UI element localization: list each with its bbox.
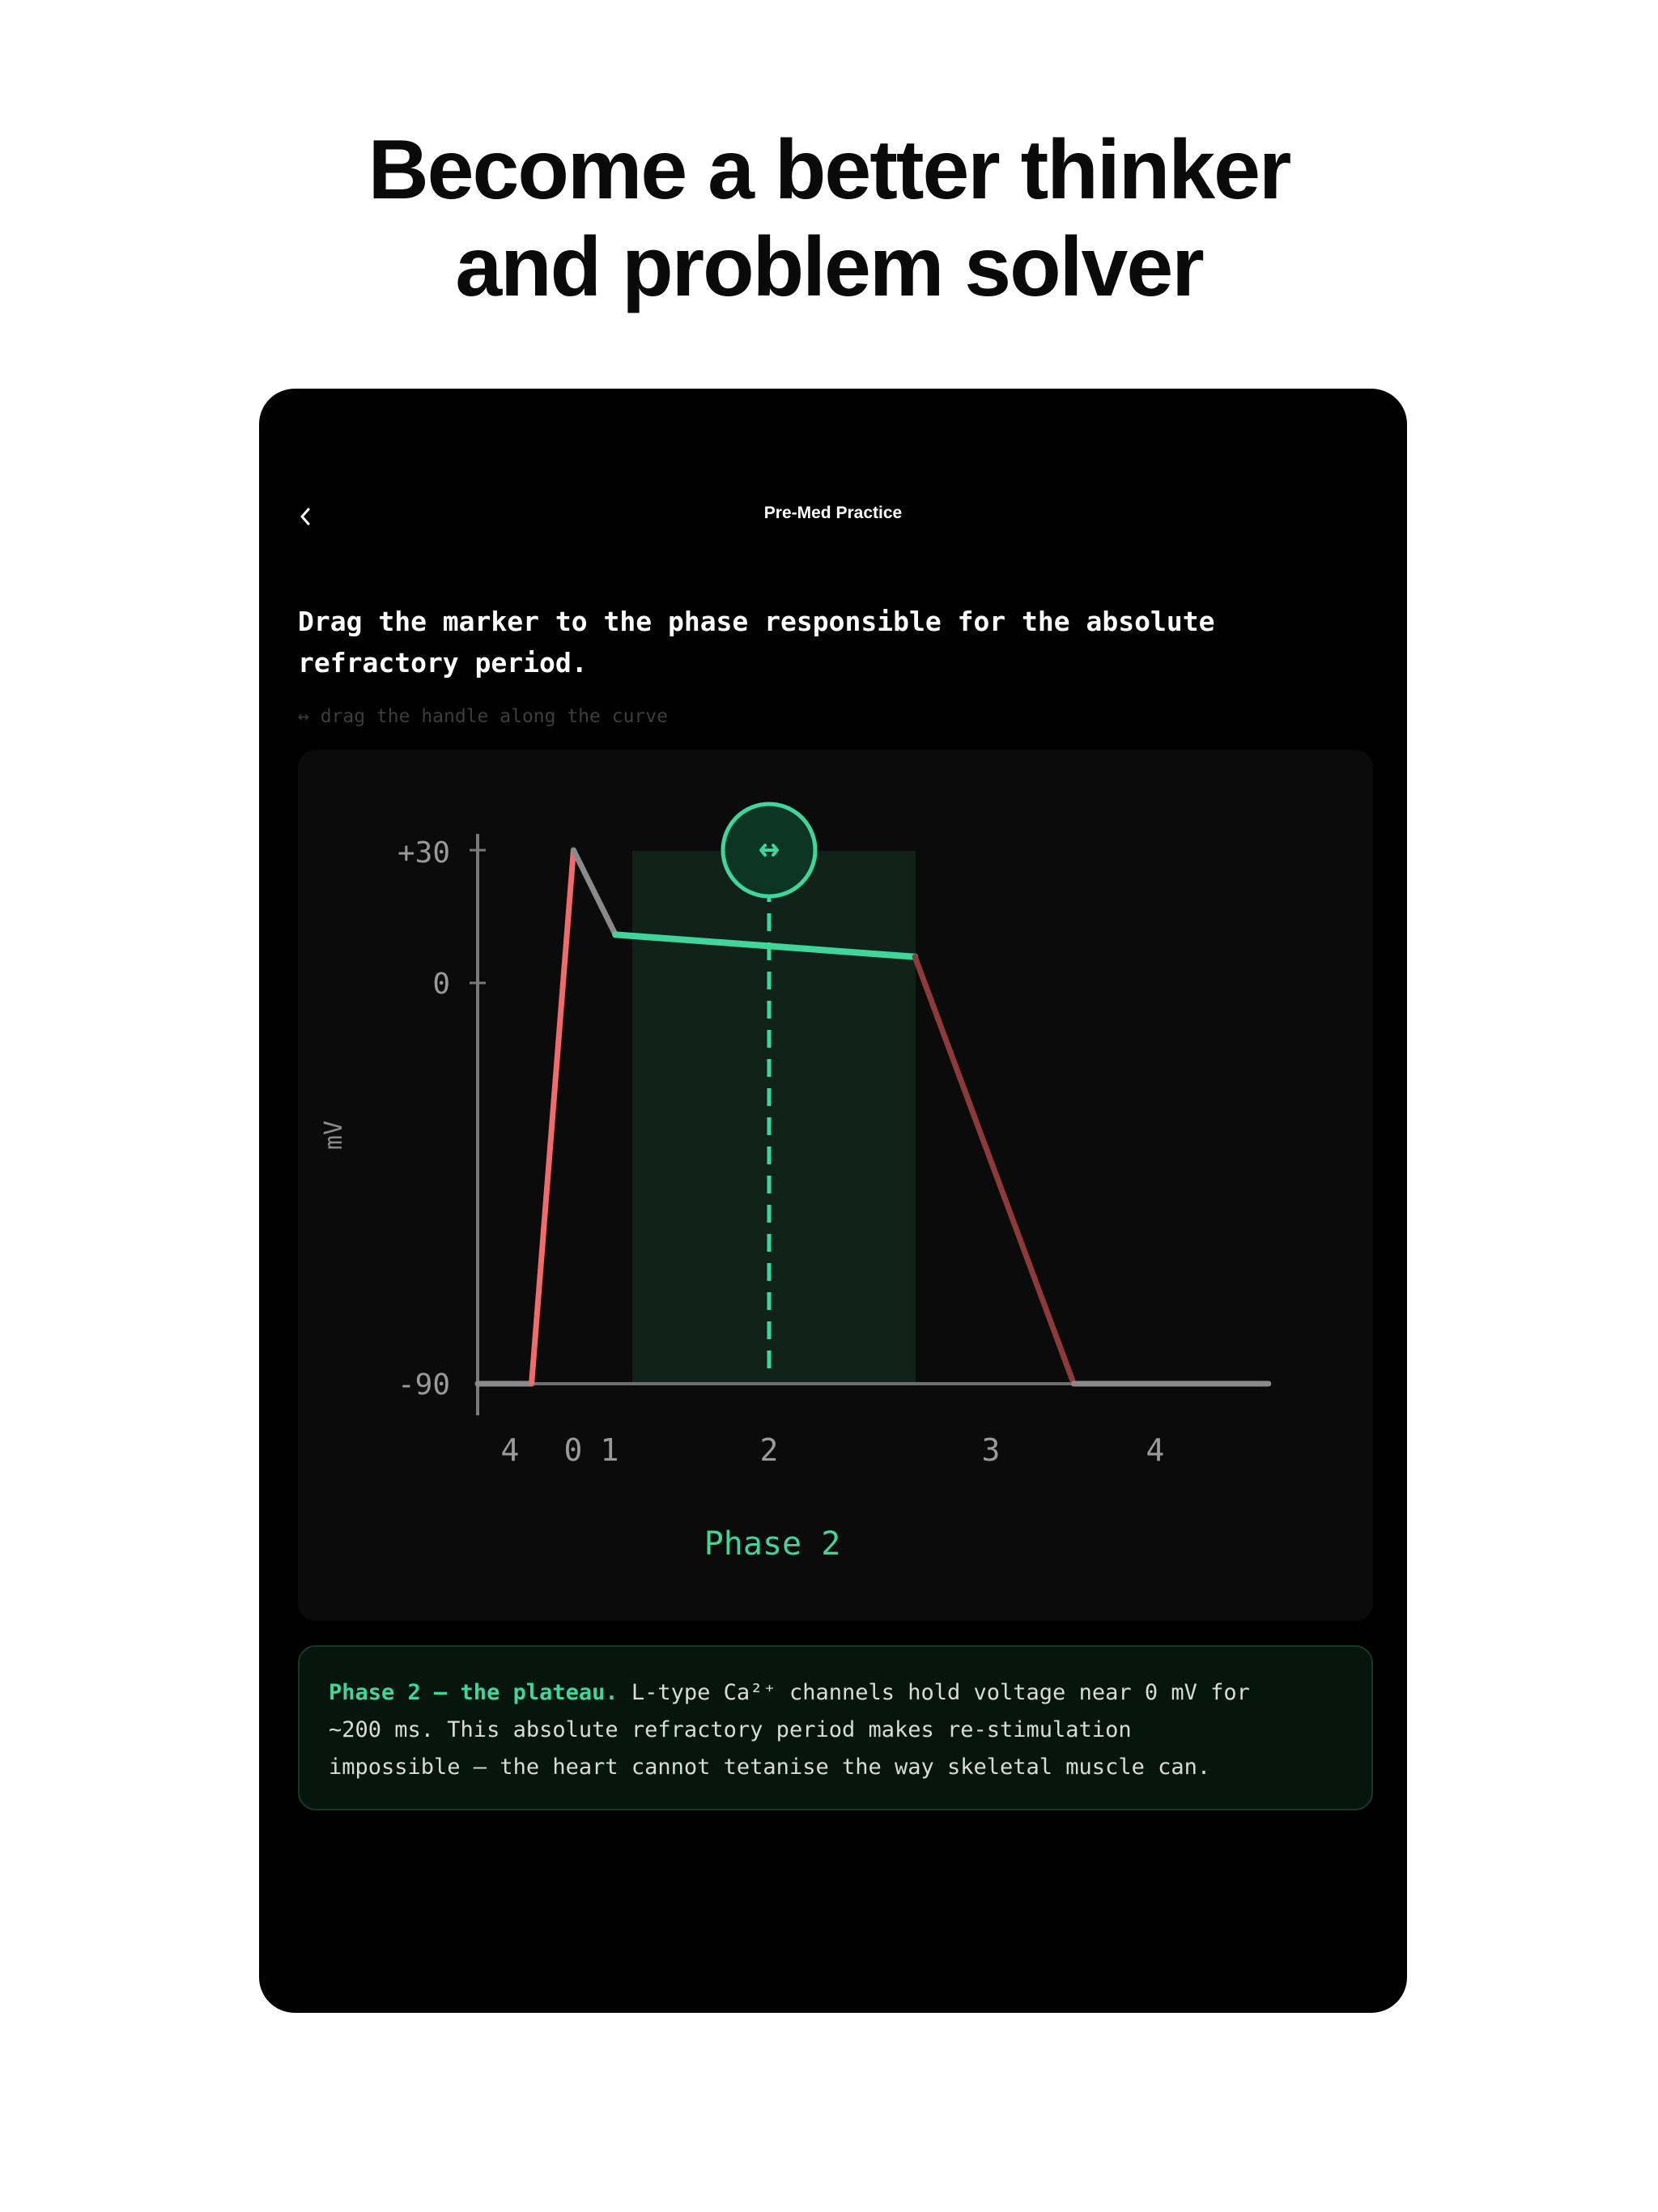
headline	[0, 121, 1658, 316]
drag-hint: ↔ drag the handle along the curve	[298, 706, 668, 727]
curve-segment-phase-3-4	[915, 957, 1073, 1384]
nav-bar	[259, 389, 1407, 522]
phase-label-0: 0	[563, 1432, 583, 1468]
explanation-card	[298, 1645, 1373, 1810]
phase-label-4-end: 4	[1146, 1432, 1165, 1468]
chart-svg[interactable]	[298, 750, 1373, 1621]
headline-line-1: Become a better thinker	[368, 123, 1290, 217]
curve-segment-phase-0-1	[532, 850, 574, 1384]
explanation-line-1	[329, 1674, 1342, 1712]
phase-label-4-start: 4	[500, 1432, 520, 1468]
y-tick-label-plus30: +30	[397, 836, 450, 870]
question-text: Drag the marker to the phase responsible for the absolute refractory period.	[298, 606, 1215, 678]
explanation-line-3: impossible — the heart cannot tetanise the way skeletal muscle can.	[329, 1755, 1211, 1780]
phase-label-1: 1	[600, 1432, 619, 1468]
curve-segment-phase-1-2	[573, 850, 615, 934]
phase-2-highlight-band	[632, 851, 916, 1384]
phase-label-2: 2	[759, 1432, 779, 1468]
explanation-line-1-rest: L-type Ca²⁺ channels hold voltage near 0 mV for	[618, 1680, 1250, 1705]
y-tick-label-minus90: -90	[397, 1368, 450, 1402]
headline-line-2: and problem solver	[455, 220, 1203, 314]
action-potential-chart[interactable]	[298, 750, 1373, 1621]
y-axis-label: mV	[320, 1120, 348, 1151]
device-screen	[259, 389, 1407, 2013]
phase-label-3: 3	[981, 1432, 1001, 1468]
explanation-line-2: ~200 ms. This absolute refractory period makes re-stimulation	[329, 1717, 1132, 1742]
selected-phase-label: Phase 2	[704, 1525, 841, 1563]
drag-marker-handle[interactable]	[723, 804, 815, 896]
explanation-highlight: Phase 2 — the plateau.	[329, 1680, 619, 1705]
y-tick-label-zero: 0	[432, 968, 450, 1001]
nav-title: Pre-Med Practice	[763, 504, 903, 522]
